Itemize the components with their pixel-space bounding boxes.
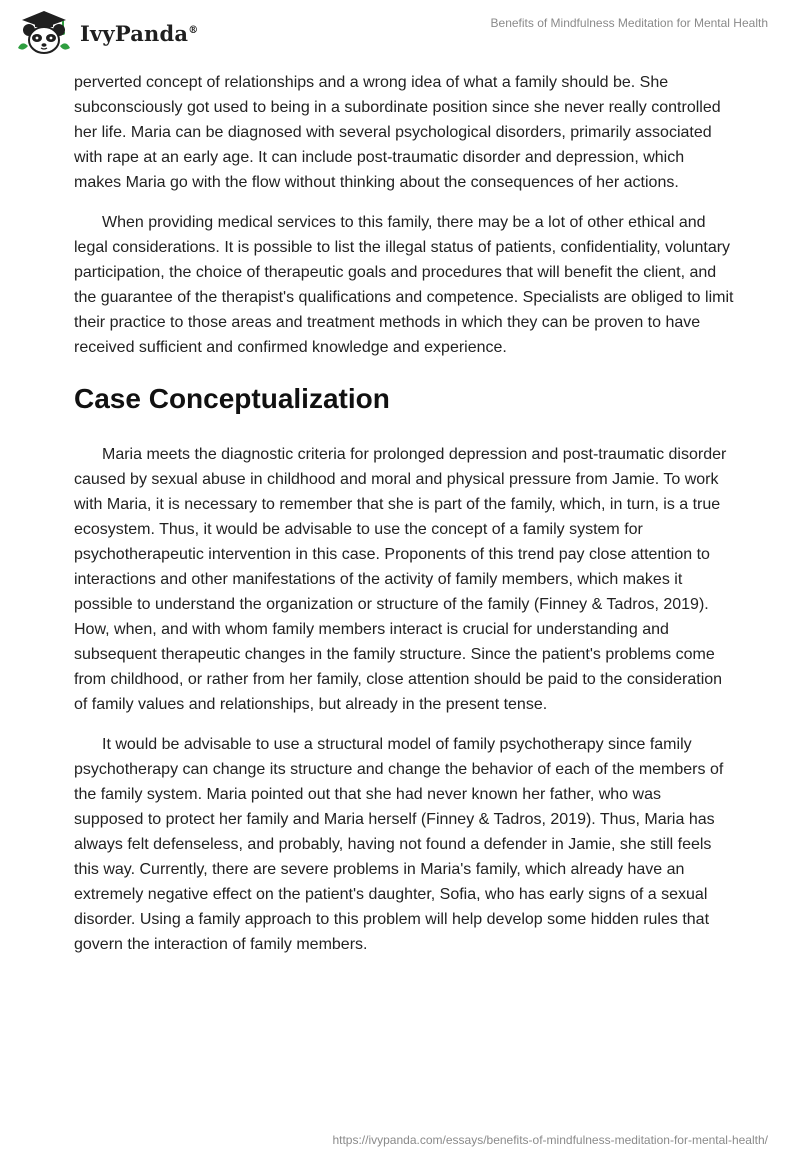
- ivypanda-logo[interactable]: [14, 8, 204, 58]
- panda-graduate-icon: [14, 8, 74, 58]
- running-title: Benefits of Mindfulness Meditation for Mental Health: [490, 16, 768, 30]
- paragraph-continued: perverted concept of relationships and a wrong idea of what a family should be. She subconsciously got used to being in a subordinate position since she never really controlled her life. Maria can be diagnosed with several psychological disorders, primarily associated with rape at an early age. It can include post-traumatic disorder and depression, which makes Maria go with the flow without thinking about the consequences of her actions.: [74, 74, 721, 191]
- section-heading: Case Conceptualization: [74, 383, 390, 414]
- paragraph-ethical-considerations: When providing medical services to this family, there may be a lot of other ethical and legal considerations. It is possible to list the illegal status of patients, confidentiality, voluntary participation, the choice of therapeutic goals and procedures that will benefit the client, and the guarantee of the therapist's qualifications and competence. Specialists are obliged to limit their practice to those areas and treatment methods in which they can be proven to have received sufficient and confirmed knowledge and experience.: [74, 214, 734, 356]
- source-url[interactable]: https://ivypanda.com/essays/benefits-of-mindfulness-meditation-for-mental-health/: [332, 1133, 768, 1147]
- logo-wordmark-text: IvyPanda: [80, 21, 189, 46]
- registered-mark: ®: [188, 25, 199, 36]
- paragraph-diagnostic-criteria: Maria meets the diagnostic criteria for prolonged depression and post-traumatic disorder caused by sexual abuse in childhood and moral and physical pressure from Jamie. To work with Maria, it is necessary to remember that she is part of the family, which, in turn, is a true ecosystem. Thus, it would be advisable to use the concept of a family system for psychotherapeutic intervention in this case. Proponents of this trend pay close attention to interactions and other manifestations of the activity of family members, which makes it possible to understand the organization or structure of the family (Finney & Tadros, 2019). How, when, and with whom family members interact is crucial for understanding and subsequent therapeutic changes in the family structure. Since the patient's problems come from childhood, or rather from her family, close attention should be paid to the consideration of family values and relationships, but already in the present tense.: [74, 446, 727, 713]
- logo-wordmark: [80, 21, 198, 46]
- paragraph-structural-model: It would be advisable to use a structural model of family psychotherapy since family psychotherapy can change its structure and change the behavior of each of the members of the family system. Maria pointed out that she had never known her father, who was supposed to protect her family and Maria herself (Finney & Tadros, 2019). Thus, Maria has always felt defenseless, and probably, having not found a defender in Jamie, she still feels this way. Currently, there are severe problems in Maria's family, which already have an extremely negative effect on the patient's daughter, Sofia, who has early signs of a sexual disorder. Using a family approach to this problem will help develop some hidden rules that govern the interaction of family members.: [74, 736, 724, 953]
- page-header: [0, 0, 800, 70]
- essay-body: [74, 70, 734, 972]
